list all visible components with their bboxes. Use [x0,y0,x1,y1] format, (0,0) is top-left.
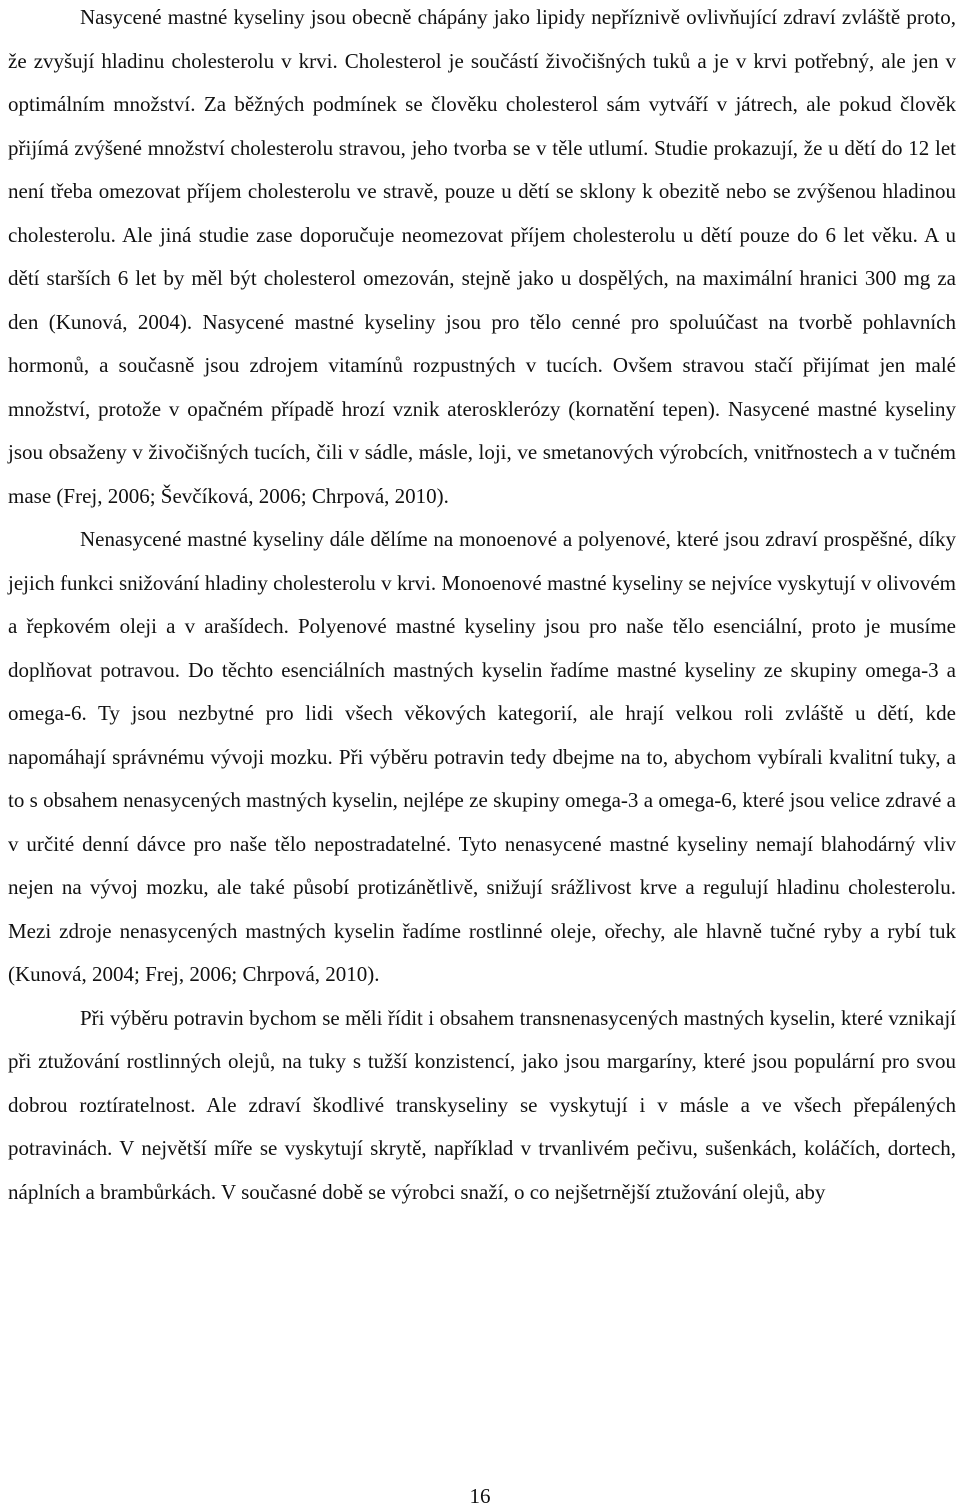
page-number: 16 [469,1484,491,1508]
document-body [8,0,956,1214]
paragraph-saturated-fatty-acids: Nasycené mastné kyseliny jsou obecně chápány jako lipidy nepříznivě ovlivňující zdraví zvláště proto, že zvyšují hladinu cholesterolu v krvi. Cholesterol je součástí živočišných tuků a je v krvi potřebný, ale jen v optimálním množství. Za běžných podmínek se člověku cholesterol sám vytváří v játrech, ale pokud člověk přijímá zvýšené množství cholesterolu stravou, jeho tvorba se v těle utlumí. Studie prokazují, že u dětí do 12 let není třeba omezovat příjem cholesterolu ve stravě, pouze u dětí se sklony k obezitě nebo se zvýšenou hladinou cholesterolu. Ale jiná studie zase doporučuje neomezovat příjem cholesterolu u dětí pouze do 6 let věku. A u dětí starších 6 let by měl být cholesterol omezován, stejně jako u dospělých, na maximální hranici 300 mg za den (Kunová, 2004). Nasycené mastné kyseliny jsou pro tělo cenné pro spoluúčast na tvorbě pohlavních hormonů, a současně jsou zdrojem vitamínů rozpustných v tucích. Ovšem stravou stačí přijímat jen malé množství, protože v opačném případě hrozí vznik aterosklerózy (kornatění tepen). Nasycené mastné kyseliny jsou obsaženy v živočišných tucích, čili v sádle, másle, loji, ve smetanových výrobcích, vnitřnostech a v tučném mase (Frej, 2006; Ševčíková, 2006; Chrpová, 2010). [8,5,956,508]
paragraph-unsaturated-fatty-acids: Nenasycené mastné kyseliny dále dělíme na monoenové a polyenové, které jsou zdraví prospěšné, díky jejich funkci snižování hladiny cholesterolu v krvi. Monoenové mastné kyseliny se nejvíce vyskytují v olivovém a řepkovém oleji a v arašídech. Polyenové mastné kyseliny jsou pro naše tělo esenciální, proto je musíme doplňovat potravou. Do těchto esenciálních mastných kyselin řadíme mastné kyseliny ze skupiny omega-3 a omega-6. Ty jsou nezbytné pro lidi všech věkových kategorií, ale hrají velkou roli zvláště u dětí, kde napomáhají správnému vývoji mozku. Při výběru potravin tedy dbejme na to, abychom vybírali kvalitní tuky, a to s obsahem nenasycených mastných kyselin, nejlépe ze skupiny omega-3 a omega-6, které jsou velice zdravé a v určité denní dávce pro naše tělo nepostradatelné. Tyto nenasycené mastné kyseliny nemají blahodárný vliv nejen na vývoj mozku, ale také působí protizánětlivě, snižují srážlivost krve a regulují hladinu cholesterolu. Mezi zdroje nenasycených mastných kyselin řadíme rostlinné oleje, ořechy, ale hlavně tučné ryby a rybí tuk (Kunová, 2004; Frej, 2006; Chrpová, 2010). [8,527,956,986]
paragraph-trans-fatty-acids: Při výběru potravin bychom se měli řídit i obsahem transnenasycených mastných kyselin, které vznikají při ztužování rostlinných olejů, na tuky s tužší konzistencí, jako jsou margaríny, které jsou populární pro svou dobrou roztíratelnost. Ale zdraví škodlivé transkyseliny se vyskytují i v másle a ve všech přepálených potravinách. V největší míře se vyskytují skrytě, například v trvanlivém pečivu, sušenkách, koláčích, dortech, náplních a brambůrkách. V současné době se výrobci snaží, o co nejšetrnější ztužování olejů, aby [8,1005,956,1204]
